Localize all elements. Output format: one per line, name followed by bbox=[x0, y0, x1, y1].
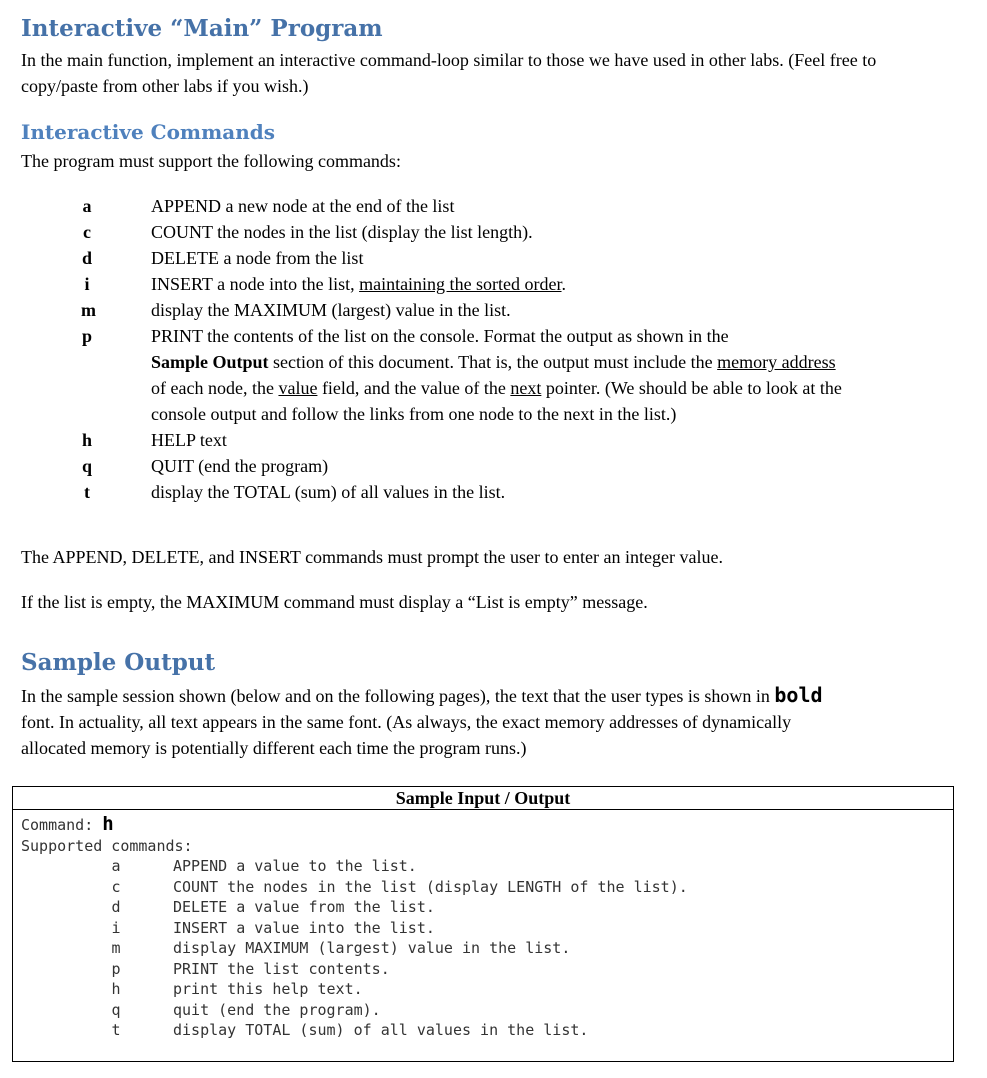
console-command-key: t bbox=[111, 1021, 121, 1039]
command-key: q bbox=[81, 456, 92, 476]
console-command-desc: quit (end the program). bbox=[173, 1000, 381, 1019]
console-command-key: c bbox=[111, 877, 121, 896]
console-command-row bbox=[21, 877, 953, 898]
paragraph-text: allocated memory is potentially different each time the program runs.) bbox=[21, 738, 527, 758]
note-list-empty: If the list is empty, the MAXIMUM command must display a “List is empty” message. bbox=[21, 592, 648, 612]
command-row bbox=[21, 453, 951, 479]
section-title-main-program: Interactive “Main” Program bbox=[21, 15, 383, 42]
command-key: i bbox=[84, 274, 90, 294]
command-desc-text: of each node, the bbox=[151, 378, 279, 398]
command-key: c bbox=[83, 222, 91, 242]
console-command-desc: display TOTAL (sum) of all values in the list. bbox=[173, 1021, 589, 1039]
command-desc-bold: Sample Output bbox=[151, 352, 269, 372]
console-command-desc: display MAXIMUM (largest) value in the list. bbox=[173, 939, 571, 957]
console-command-row bbox=[21, 1000, 953, 1021]
console-prompt: Command: bbox=[21, 816, 103, 834]
command-desc-text: . bbox=[561, 274, 567, 294]
console-command-desc: DELETE a value from the list. bbox=[173, 898, 435, 916]
command-row bbox=[21, 193, 951, 219]
command-desc: APPEND a new node at the end of the list bbox=[151, 196, 455, 216]
command-desc-text: section of this document. That is, the output must include the bbox=[268, 352, 718, 372]
console-command-row bbox=[21, 918, 953, 939]
sample-io-header: Sample Input / Output bbox=[13, 787, 953, 810]
paragraph-text: font. In actuality, all text appears in the same font. (As always, the exact memory addresses of dynamically bbox=[21, 712, 792, 732]
command-row bbox=[21, 297, 951, 323]
main-program-paragraph: In the main function, implement an interactive command-loop similar to those we have used in other labs. (Feel free to copy/paste from other labs if you wish.) bbox=[21, 50, 877, 96]
command-desc-underlined: maintaining the sorted order bbox=[359, 274, 562, 294]
command-desc bbox=[151, 323, 951, 427]
console-command-row bbox=[21, 856, 953, 877]
console-command-key: i bbox=[111, 918, 121, 937]
command-desc: display the MAXIMUM (largest) value in the list. bbox=[151, 300, 511, 320]
command-desc bbox=[151, 271, 951, 297]
command-row bbox=[21, 219, 951, 245]
console-command-key: h bbox=[111, 980, 121, 998]
console-command-row bbox=[21, 1020, 953, 1041]
sample-io-box bbox=[12, 786, 954, 1062]
console-command-row bbox=[21, 897, 953, 918]
command-desc-underlined: next bbox=[510, 378, 542, 398]
commands-table bbox=[21, 193, 951, 505]
console-command-key: a bbox=[111, 857, 121, 875]
console-command-desc: print this help text. bbox=[173, 980, 363, 998]
command-desc-line bbox=[151, 349, 951, 375]
commands-intro: The program must support the following commands: bbox=[21, 151, 401, 171]
command-desc: display the TOTAL (sum) of all values in the list. bbox=[151, 482, 506, 502]
console-command-key: m bbox=[111, 939, 121, 957]
console-supported-line: Supported commands: bbox=[21, 836, 193, 855]
console-user-input: h bbox=[102, 813, 114, 835]
command-key: a bbox=[82, 196, 92, 216]
command-row bbox=[21, 271, 951, 297]
section-title-sample-output: Sample Output bbox=[21, 649, 216, 676]
command-key: p bbox=[81, 326, 92, 346]
console-command-desc: APPEND a value to the list. bbox=[173, 857, 417, 875]
command-desc-underlined: memory address bbox=[717, 352, 836, 372]
command-desc: HELP text bbox=[151, 430, 227, 450]
console-prompt-line bbox=[21, 814, 953, 836]
section-title-interactive-commands: Interactive Commands bbox=[21, 120, 276, 144]
console-command-row bbox=[21, 959, 953, 980]
console-command-desc: COUNT the nodes in the list (display LENGTH of the list). bbox=[173, 877, 688, 896]
console-command-key: q bbox=[111, 1000, 121, 1019]
command-desc-line: console output and follow the links from one node to the next in the list.) bbox=[151, 404, 677, 424]
command-desc: COUNT the nodes in the list (display the list length). bbox=[151, 222, 533, 242]
note-prompt-integer: The APPEND, DELETE, and INSERT commands must prompt the user to enter an integer value. bbox=[21, 547, 723, 567]
console-command-desc: INSERT a value into the list. bbox=[173, 918, 435, 937]
command-desc: QUIT (end the program) bbox=[151, 456, 329, 476]
command-desc-text: INSERT a node into the list, bbox=[151, 274, 360, 294]
console-command-key: p bbox=[111, 959, 121, 978]
bold-example: bold bbox=[774, 683, 823, 707]
command-desc-underlined: value bbox=[278, 378, 318, 398]
command-desc: DELETE a node from the list bbox=[151, 248, 364, 268]
command-desc-line bbox=[151, 375, 951, 401]
command-row bbox=[21, 427, 951, 453]
console-command-row bbox=[21, 938, 953, 959]
command-desc-line: PRINT the contents of the list on the console. Format the output as shown in the bbox=[151, 326, 729, 346]
console-command-row bbox=[21, 979, 953, 1000]
console-output bbox=[13, 810, 953, 1041]
paragraph-text: In the sample session shown (below and on the following pages), the text that the user types is shown in bbox=[21, 686, 775, 706]
command-row bbox=[21, 479, 951, 505]
sample-output-paragraph bbox=[21, 682, 951, 761]
command-desc-text: pointer. (We should be able to look at the bbox=[541, 378, 842, 398]
console-command-key: d bbox=[111, 898, 121, 916]
command-desc-text: field, and the value of the bbox=[317, 378, 511, 398]
console-command-desc: PRINT the list contents. bbox=[173, 959, 390, 978]
command-row bbox=[21, 323, 951, 427]
command-key: m bbox=[81, 300, 96, 320]
command-key: d bbox=[81, 248, 92, 268]
command-row bbox=[21, 245, 951, 271]
command-key: t bbox=[84, 482, 90, 502]
command-key: h bbox=[81, 430, 92, 450]
